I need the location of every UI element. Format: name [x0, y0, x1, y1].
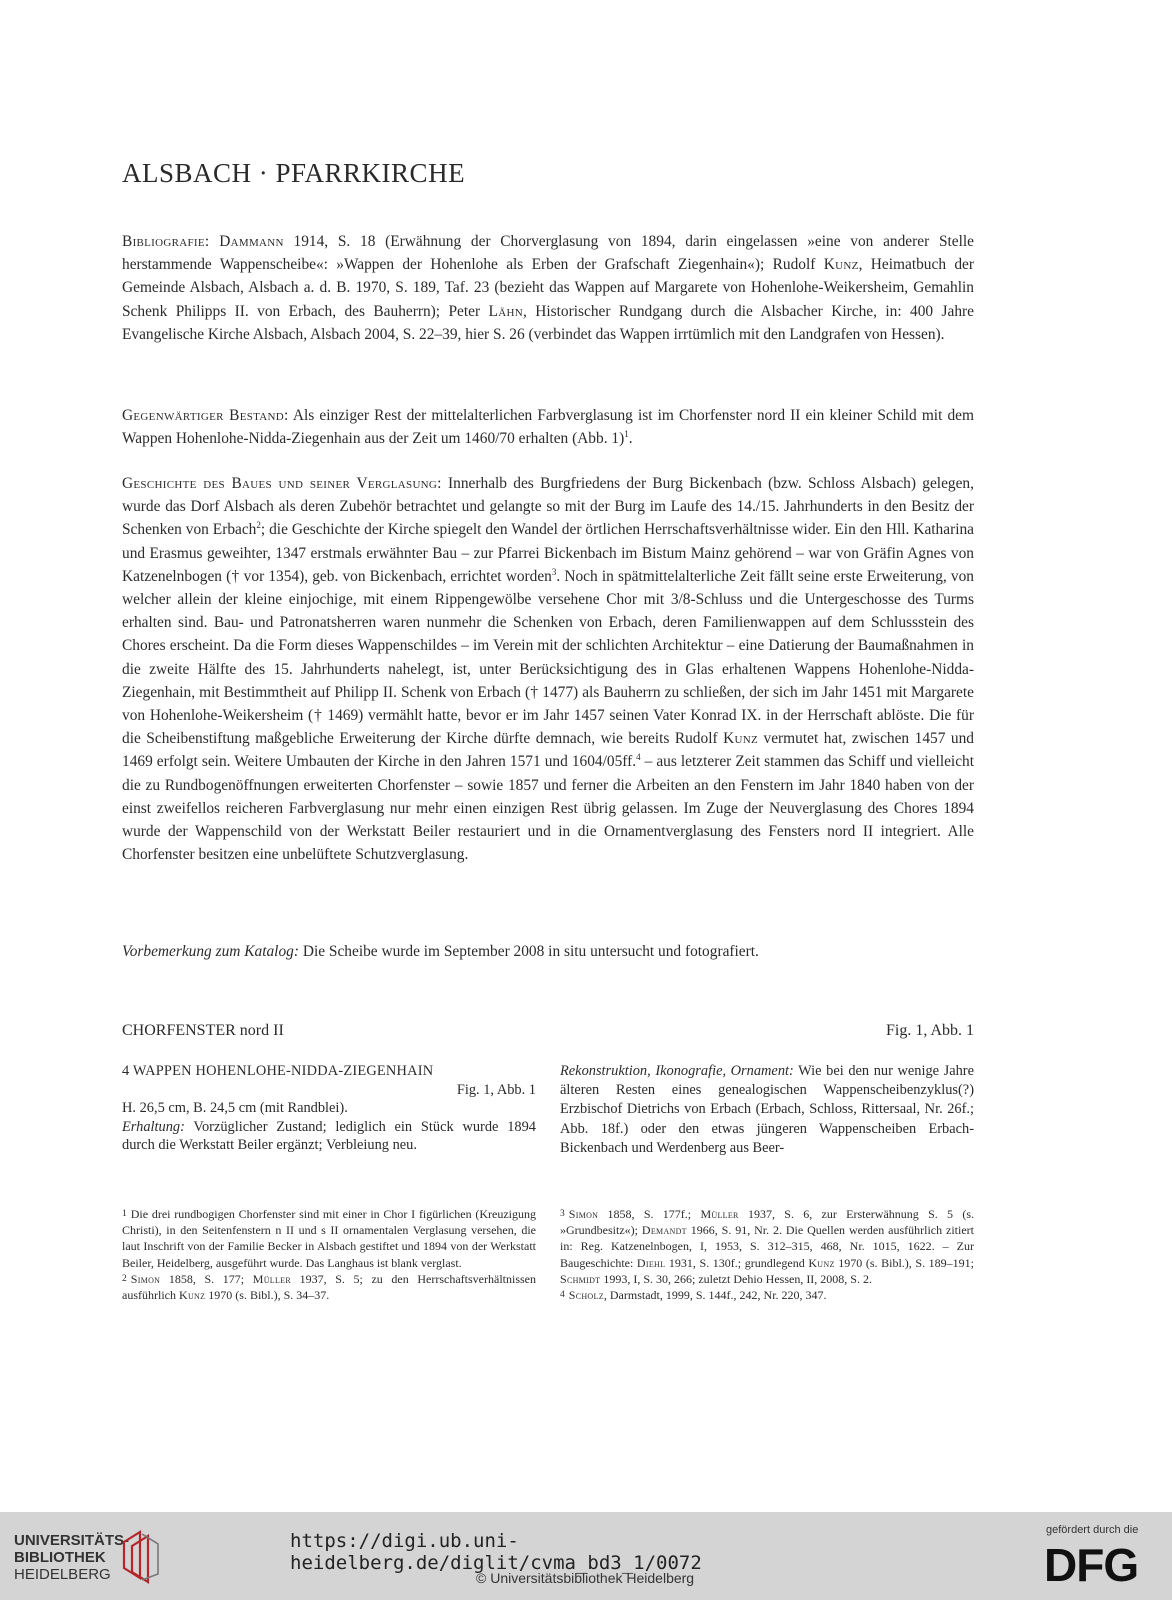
section-figure-ref: Fig. 1, Abb. 1 — [885, 1022, 974, 1039]
history-text: . Noch in spätmittelalterliche Zeit fällt seine erste Erweiterung, von welcher allein der kleine einjochige, mit einem Rippengewölbe versehene Chor mit 3/8-Schluss und die Untergeschosse des Turms erhalten sind. Bau- und Patronatsherren waren nunmehr die Schenken von Erbach, deren Familienwappen auf dem Schlussstein des Chores erscheint. Da die Form dieses Wappenschildes – im Verein mit der schlichten Architektur – eine Datierung der Baumaßnahmen in die zweite Hälfte des 15. Jahrhunderts nahelegt, ist, unter Berücksichtigung des in Glas erhaltenen Wappens Hohenlohe-Nidda-Ziegenhain, mit Bestimmtheit auf Philipp II. Schenk von Erbach († 1477) als Bauherrn zu schließen, der sich im Jahr 1451 mit Margarete von Hohenlohe-Weikersheim († 1469) vermählt hatte, bevor er im Jahr 1457 seinen Vater Konrad IX. in der Herrschaft ablöste. Die für die Scheibenstiftung maßgebliche Erweiterung der Kirche dürfte demnach, wie bereits Rudolf — [122, 567, 974, 748]
section-header — [122, 1022, 974, 1040]
footnote-ref[interactable]: 4 — [636, 752, 641, 763]
history-text: vermutet hat, zwischen 1457 und 1469 erfolgt sein. Weitere Umbauten der Kirche in den Jahren 1571 und 1604/05ff. — [122, 730, 974, 771]
bib-text: , Heimatbuch der Gemeinde Alsbach, Alsbach a. d. B. 1970, S. 189, Taf. 23 (bezieht das Wappen auf Margarete von Hohenlohe-Weikersheim, Gemahlin Schenk Philipps II. von Erbach, des Bauherrn); Peter — [122, 256, 975, 320]
footnote-2: 2 Simon 1858, S. 177; Müller 1937, S. 5; zu den Herrschaftsverhältnissen ausführlich Kunz 1970 (s. Bibl.), S. 34–37. — [122, 1271, 536, 1303]
footnote-1: 1 Die drei rundbogigen Chorfenster sind mit einer in Chor I figürlichen (Kreuzigung Christi), in den Seitenfenstern n II und s II ornamentalen Verglasung versehen, die laut Inschrift von der Familie Becker in Alsbach gestiftet und 1894 von der Werkstatt Beiler, Heidelberg, ausgeführt wurde. Das Langhaus ist blank verglast. — [122, 1207, 536, 1270]
current-state-text: Als einziger Rest der mittelalterlichen Farbverglasung ist im Chorfenster nord II ein kleiner Schild mit dem Wappen Hohenlohe-Nidda-Ziegenhain aus der Zeit um 1460/70 erhalten (Abb. 1) — [122, 407, 974, 448]
reconstruction-paragraph — [560, 1062, 974, 1158]
preliminary-text: Die Scheibe wurde im September 2008 in situ untersucht und fotografiert. — [298, 943, 759, 960]
footnote-4: 4 Scholz, Darmstadt, 1999, S. 144f., 242, Nr. 220, 347. — [560, 1288, 827, 1303]
condition-text: Vorzüglicher Zustand; lediglich ein Stück wurde 1894 durch die Werkstatt Beiler ergänzt; Verbleiung neu. — [122, 1118, 536, 1154]
history-paragraph — [122, 472, 974, 866]
bib-author: Dammann — [219, 233, 284, 250]
reconstruction-text: Wie bei den nur wenige Jahre älteren Resten eines genealogischen Wappenscheibenzyklus(?) Erzbischof Dietrichs von Erbach (Erbach, Schloss, Rittersaal, Nr. 26f.; Abb. 18f.) oder den etwas jüngeren Wappenscheiben Erbach-Bickenbach und Werdenberg aus Beer- — [560, 1063, 974, 1156]
history-label: Geschichte des Baues und seiner Verglasung: — [122, 475, 442, 492]
bib-text: , Historischer Rundgang durch die Alsbacher Kirche, in: 400 Jahre Evangelische Kirche Alsbach, Alsbach 2004, S. 22–39, hier S. 26 (verbindet das Wappen irrtümlich mit den Landgrafen von Hessen). — [122, 302, 975, 343]
bib-text: 1914, S. 18 (Erwähnung der Chorverglasung von 1894, darin eingelassen »eine von anderer Stelle herstammende Wappenscheibe«: »Wappen der Hohenlohe als Erben der Grafschaft Ziegenhain«); Rudolf — [122, 233, 974, 274]
current-state-paragraph: Gegenwärtiger Bestand: Als einziger Rest der mittelalterlichen Farbverglasung ist im Chorfenster nord II ein kleiner Schild mit dem Wappen Hohenlohe-Nidda-Ziegenhain aus der Zeit um 1460/70 erhalten (Abb. 1)$^1$. — [122, 407, 974, 448]
footnotes-right — [560, 1206, 974, 1303]
current-state-label: Gegenwärtiger Bestand: — [122, 407, 289, 424]
footnote-ref[interactable]: 2 — [256, 520, 261, 531]
footnote-3: 3 Simon 1858, S. 177f.; Müller 1937, S. 6, zur Ersterwähnung S. 5 (s. »Grundbesitz«); Demandt 1966, S. 91, Nr. 2. Die Quellen werden ausführlich zitiert in: Reg. Katzenelnbogen, I, 1953, S. 312–315, 468, Nr. 1015, 1622. – Zur Baugeschichte: Diehl 1931, S. 130f.; grundlegend Kunz 1970 (s. Bibl.), S. 189–191; Schmidt 1993, I, S. 30, 266; zuletzt Dehio Hessen, II, 2008, S. 2. — [560, 1207, 975, 1286]
preliminary-label: Vorbemerkung zum Katalog: — [122, 943, 299, 960]
bib-author: Lähn — [488, 302, 523, 320]
bibliography-label: Bibliografie: — [122, 233, 210, 250]
entry-condition — [122, 1118, 536, 1155]
copyright-notice: © Universitätsbibliothek Heidelberg — [476, 1570, 695, 1586]
condition-label: Erhaltung: — [122, 1118, 185, 1135]
history-text: – aus letzterer Zeit stammen das Schiff und vielleicht die zu Rundbogenöffnungen erweiterten Chorfenster – sowie 1857 und ferner die Arbeiten an den Fenstern im Jahr 1840 haben von der einst zweifellos reicheren Farbverglasung nur mehr einen einzigen Rest übrig gelassen. Im Zuge der Neuverglasung des Chores 1894 wurde der Wappenschild von der Werkstatt Beiler restauriert und in die Ornamentverglasung des Fensters nord II integriert. Alle Chorfenster besitzen eine unbelüftete Schutzverglasung. — [122, 753, 975, 864]
entry-heading: 4 WAPPEN HOHENLOHE-NIDDA-ZIEGENHAIN — [122, 1063, 434, 1079]
preliminary-paragraph — [122, 940, 974, 963]
funder-note: gefördert durch die — [1046, 1524, 1139, 1536]
entry-figure-ref: Fig. 1, Abb. 1 — [456, 1081, 536, 1098]
viewer-footer — [0, 1512, 1172, 1600]
footnote-ref[interactable]: 3 — [551, 566, 557, 577]
footnote-ref[interactable]: 1 — [624, 429, 629, 440]
library-logo-text[interactable]: UNIVERSITÄTS- BIBLIOTHEK HEIDELBERG — [14, 1532, 130, 1583]
bib-author: Kunz — [823, 256, 859, 274]
reconstruction-label: Rekonstruktion, Ikonografie, Ornament: — [560, 1063, 794, 1079]
permalink-url[interactable]: https://digi.ub.uni-heidelberg.de/diglit/cvma_bd3_1/0072 — [290, 1530, 702, 1574]
entry-dimensions: H. 26,5 cm, B. 24,5 cm (mit Randblei). — [122, 1100, 348, 1117]
section-title: CHORFENSTER nord II — [122, 1022, 284, 1039]
history-text: Innerhalb des Burgfriedens der Burg Bickenbach (bzw. Schloss Alsbach) gelegen, wurde das Dorf Alsbach als deren Zubehör betrachtet und gelangte so mit der Burg im Laufe des 14./15. Jahrhunderts in den Besitz der Schenken von Erbach — [122, 475, 974, 539]
history-author: Kunz — [723, 730, 759, 748]
page-title: ALSBACH · PFARRKIRCHE — [122, 158, 466, 188]
dfg-logo[interactable]: DFG — [1044, 1539, 1139, 1591]
footnotes-left — [122, 1206, 536, 1303]
history-text: ; die Geschichte der Kirche spiegelt den Wandel der örtlichen Herrschaftsverhältnisse wider. Ein den Hll. Katharina und Erasmus geweihter, 1347 erstmals erwähnter Bau – zur Pfarrei Bickenbach im Bistum Mainz gehörend – war von Gräfin Agnes von Katzenelnbogen († vor 1354), geb. von Bickenbach, errichtet worden — [122, 521, 975, 585]
catalog-entry — [122, 1062, 536, 1155]
bibliography-paragraph — [122, 230, 974, 346]
library-logo-icon[interactable] — [120, 1528, 162, 1584]
